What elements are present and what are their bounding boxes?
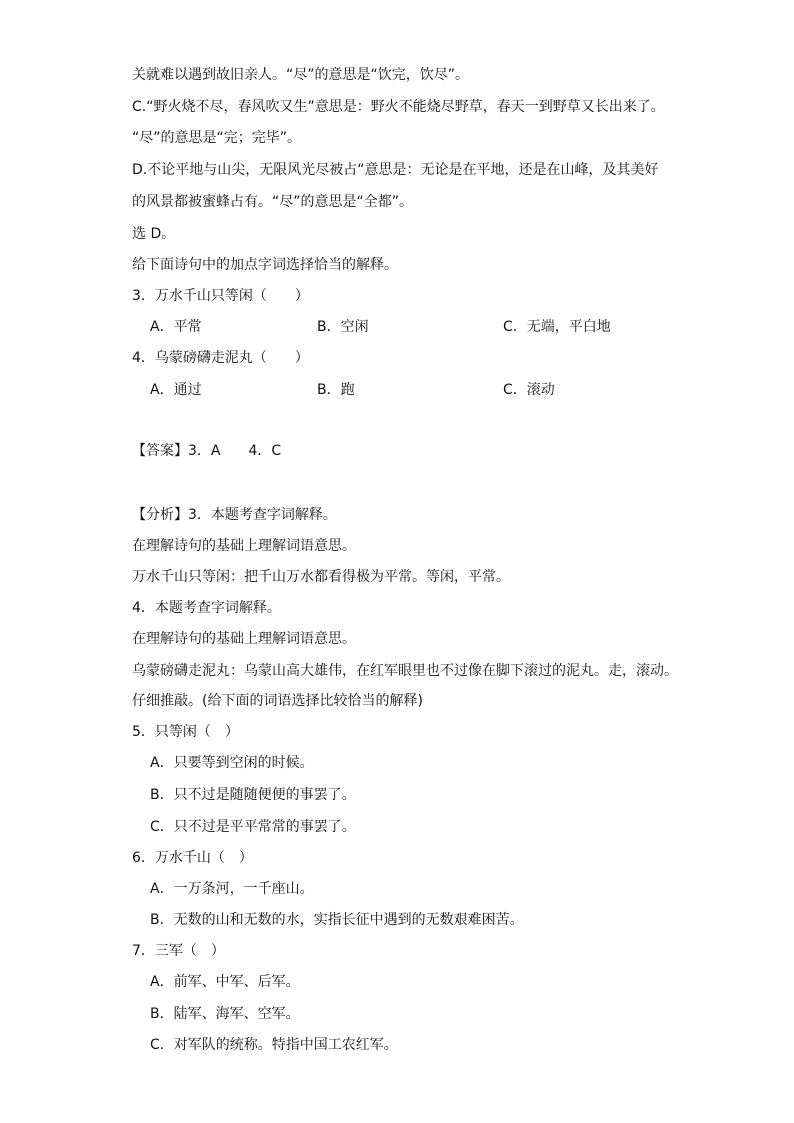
q6-option-a: A．一万条河，一千座山。: [150, 881, 314, 897]
text-line: “尽”的意思是“完；完毕”。: [132, 130, 302, 146]
q7-option-b: B．陆军、海军、空军。: [150, 1006, 300, 1022]
q3-option-c: C．无端，平白地: [503, 319, 611, 335]
text-line: 关就难以遇到故旧亲人。“尽”的意思是“饮完，饮尽”。: [132, 67, 470, 83]
question-4: 4．乌蒙磅礴走泥丸（ ）: [132, 350, 309, 366]
instruction: 给下面诗句中的加点字词选择恰当的解释。: [132, 257, 398, 273]
question-7: 7．三军（ ）: [132, 943, 225, 959]
analysis-heading: 【分析】3．本题考查字词解释。: [132, 507, 337, 523]
question-5: 5．只等闲（ ）: [132, 724, 239, 740]
question-6: 6．万水千山（ ）: [132, 850, 253, 866]
q4-option-c: C．滚动: [503, 382, 555, 398]
text-line: 在理解诗句的基础上理解词语意思。: [132, 538, 356, 554]
q7-option-a: A．前军、中军、后军。: [150, 974, 300, 990]
q6-option-b: B．无数的山和无数的水，实指长征中遇到的无数艰难困苦。: [150, 912, 524, 928]
q5-option-a: A．只要等到空闲的时候。: [150, 755, 314, 771]
q5-option-c: C．只不过是平平常常的事罢了。: [150, 819, 356, 835]
text-line: 在理解诗句的基础上理解词语意思。: [132, 631, 356, 647]
q4-option-b: B．跑: [317, 382, 355, 398]
q7-option-c: C．对军队的统称。特指中国工农红军。: [150, 1037, 398, 1053]
text-line: C.“野火烧不尽，春风吹又生”意思是：野火不能烧尽野草，春天一到野草又长出来了。: [132, 99, 665, 115]
text-line: D.不论平地与山尖，无限风光尽被占“意思是：无论是在平地，还是在山峰，及其美好: [132, 162, 659, 178]
text-line: 的风景都被蜜蜂占有。“尽”的意思是“全都”。: [132, 194, 414, 210]
q3-option-a: A．平常: [150, 319, 202, 335]
text-line: 乌蒙磅礴走泥丸：乌蒙山高大雄伟，在红军眼里也不过像在脚下滚过的泥丸。走，滚动。: [132, 663, 678, 679]
answer: 【答案】3．A 4．C: [132, 443, 282, 459]
q4-option-a: A．通过: [150, 382, 202, 398]
text-line: 选 D。: [132, 226, 176, 242]
text-line: 4．本题考查字词解释。: [132, 600, 281, 616]
question-3: 3．万水千山只等闲（ ）: [132, 288, 309, 304]
instruction: 仔细推敲。(给下面的词语选择比较恰当的解释): [132, 693, 423, 709]
text-line: 万水千山只等闲：把千山万水都看得极为平常。等闲，平常。: [132, 569, 510, 585]
q5-option-b: B．只不过是随随便便的事罢了。: [150, 787, 356, 803]
q3-option-b: B．空闲: [317, 319, 369, 335]
